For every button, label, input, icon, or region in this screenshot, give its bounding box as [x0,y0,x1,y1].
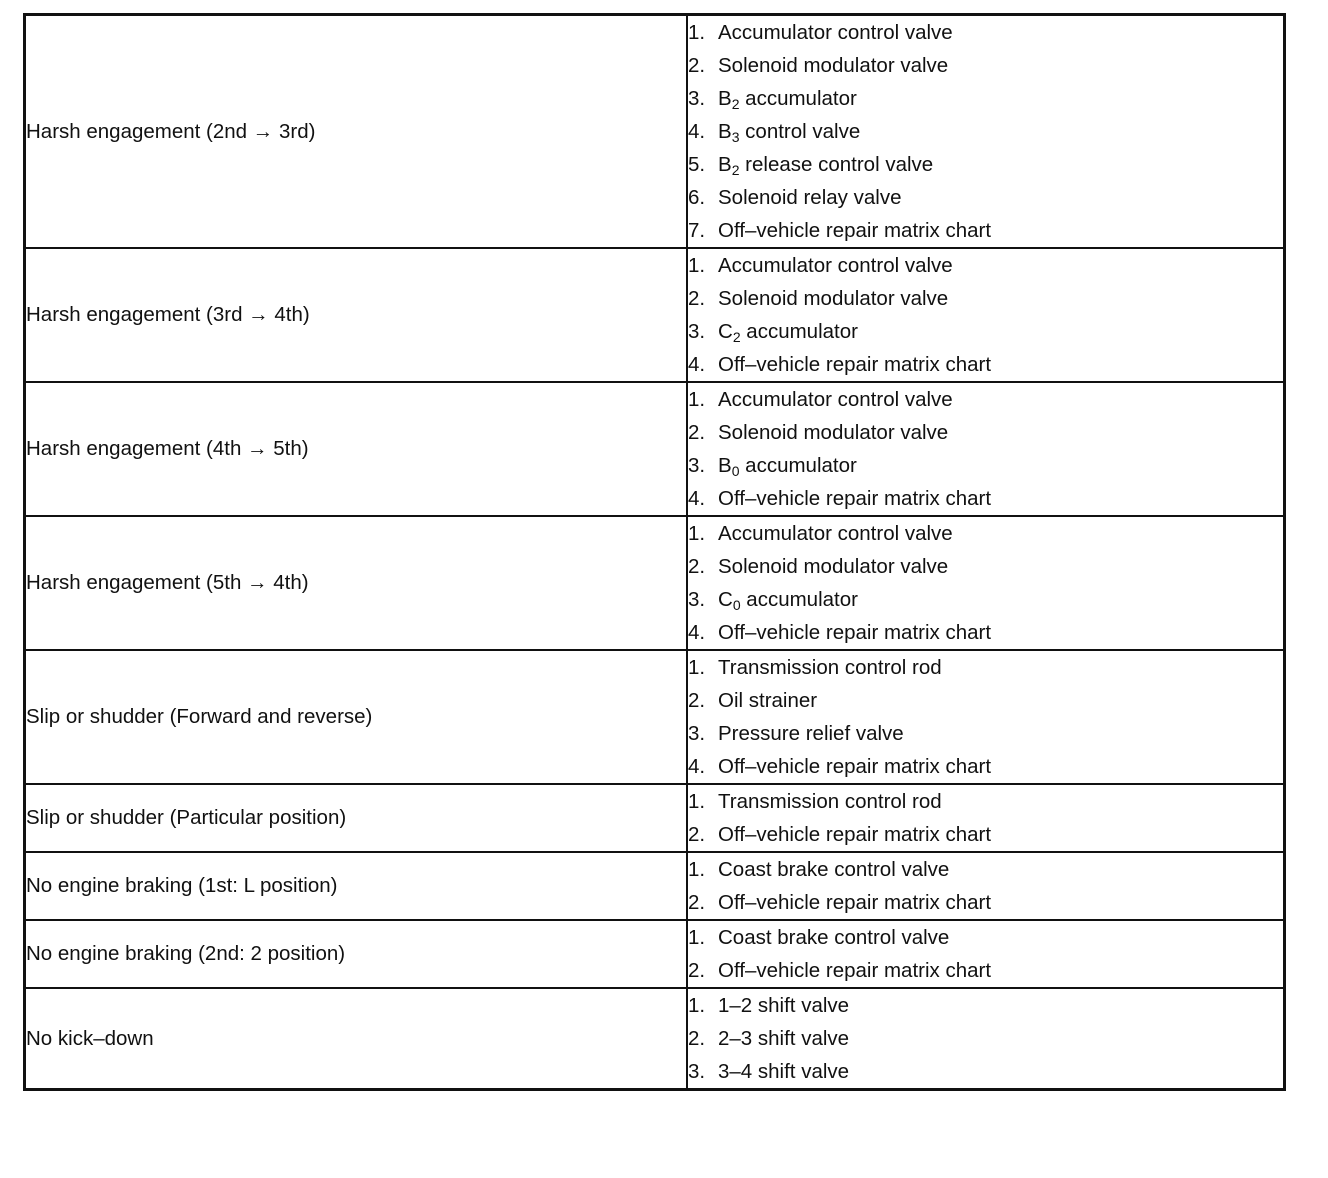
item-number: 2. [688,287,706,310]
list-item [688,921,1283,954]
item-number: 2. [688,823,706,846]
item-subscript: 0 [731,463,740,479]
item-text: Accumulator control valve [718,522,953,545]
list-item [688,853,1283,886]
inspection-list [688,383,1283,515]
table-row [25,988,1285,1090]
item-number: 2. [688,54,706,77]
item-number: 1. [688,926,706,949]
item-text: Accumulator control valve [718,21,953,44]
symptom-cell: No engine braking (1st: L position) [25,852,688,920]
inspection-items-cell [687,784,1285,852]
item-text: Solenoid modulator valve [718,287,949,310]
item-number: 7. [688,219,706,242]
list-item [688,82,1283,115]
item-number: 5. [688,153,706,176]
table-row [25,784,1285,852]
list-item [688,449,1283,482]
item-number: 1. [688,994,706,1017]
list-item [688,954,1283,987]
item-text: B [718,87,732,110]
symptom-cell: Harsh engagement (3rd → 4th) [25,248,688,382]
item-number: 1. [688,254,706,277]
item-number: 2. [688,959,706,982]
item-text-rest: accumulator [739,87,857,110]
item-text: Off–vehicle repair matrix chart [718,755,992,778]
list-item [688,416,1283,449]
inspection-list [688,16,1283,247]
item-number: 4. [688,621,706,644]
item-number: 3. [688,87,706,110]
list-item [688,16,1283,49]
item-text: B [718,454,732,477]
item-text: C [718,588,733,611]
item-subscript: 2 [731,96,740,112]
item-text: 3–4 shift valve [718,1060,850,1083]
symptom-cell: No engine braking (2nd: 2 position) [25,920,688,988]
list-item [688,482,1283,515]
item-text: B [718,120,732,143]
item-number: 1. [688,522,706,545]
item-text-rest: accumulator [739,454,857,477]
item-subscript: 2 [732,329,741,345]
matrix-body [25,15,1285,1090]
item-subscript: 3 [731,129,740,145]
item-number: 2. [688,1027,706,1050]
item-text: 1–2 shift valve [718,994,850,1017]
list-item [688,785,1283,818]
item-text: B [718,153,732,176]
table-row [25,248,1285,382]
item-text: Off–vehicle repair matrix chart [718,823,992,846]
list-item [688,181,1283,214]
item-text: Off–vehicle repair matrix chart [718,959,992,982]
table-row [25,852,1285,920]
inspection-items-cell [687,15,1285,249]
item-number: 3. [688,588,706,611]
inspection-list [688,785,1283,851]
list-item [688,315,1283,348]
item-text: Off–vehicle repair matrix chart [718,219,992,242]
item-text-rest: accumulator [740,588,858,611]
item-text: Off–vehicle repair matrix chart [718,891,992,914]
inspection-list [688,249,1283,381]
item-number: 1. [688,21,706,44]
symptom-cell: Harsh engagement (4th → 5th) [25,382,688,516]
list-item [688,651,1283,684]
list-item [688,517,1283,550]
item-number: 1. [688,388,706,411]
item-text: Accumulator control valve [718,388,953,411]
item-text: Solenoid modulator valve [718,54,949,77]
item-text: Pressure relief valve [718,722,904,745]
item-number: 4. [688,487,706,510]
item-text: Transmission control rod [718,656,942,679]
item-number: 3. [688,320,706,343]
inspection-items-cell [687,248,1285,382]
list-item [688,717,1283,750]
inspection-list [688,921,1283,987]
repair-matrix-table [23,13,1286,1091]
list-item [688,282,1283,315]
symptom-cell: Slip or shudder (Particular position) [25,784,688,852]
item-number: 3. [688,722,706,745]
list-item [688,148,1283,181]
table-row [25,382,1285,516]
item-text: Off–vehicle repair matrix chart [718,621,992,644]
item-number: 2. [688,421,706,444]
item-number: 4. [688,755,706,778]
item-text: Solenoid modulator valve [718,555,949,578]
inspection-list [688,651,1283,783]
item-number: 1. [688,656,706,679]
list-item [688,249,1283,282]
inspection-list [688,989,1283,1088]
item-text-rest: accumulator [740,320,858,343]
table-row [25,516,1285,650]
item-text: 2–3 shift valve [718,1027,850,1050]
inspection-items-cell [687,650,1285,784]
item-number: 4. [688,120,706,143]
item-text-rest: control valve [739,120,861,143]
list-item [688,886,1283,919]
list-item [688,616,1283,649]
inspection-items-cell [687,920,1285,988]
item-text: Transmission control rod [718,790,942,813]
item-number: 3. [688,1060,706,1083]
list-item [688,550,1283,583]
item-text: Off–vehicle repair matrix chart [718,353,992,376]
item-text: Oil strainer [718,689,818,712]
list-item [688,383,1283,416]
item-text: Accumulator control valve [718,254,953,277]
inspection-list [688,517,1283,649]
item-text: Coast brake control valve [718,926,950,949]
item-number: 2. [688,891,706,914]
list-item [688,989,1283,1022]
list-item [688,583,1283,616]
item-number: 3. [688,454,706,477]
symptom-cell: Harsh engagement (2nd → 3rd) [25,15,688,249]
item-text-rest: release control valve [739,153,934,176]
symptom-cell: Slip or shudder (Forward and reverse) [25,650,688,784]
list-item [688,684,1283,717]
list-item [688,818,1283,851]
item-text: Solenoid modulator valve [718,421,949,444]
inspection-items-cell [687,852,1285,920]
item-text: Off–vehicle repair matrix chart [718,487,992,510]
list-item [688,214,1283,247]
list-item [688,750,1283,783]
item-subscript: 0 [732,597,741,613]
item-number: 2. [688,555,706,578]
item-number: 1. [688,858,706,881]
table-row [25,920,1285,988]
list-item [688,1055,1283,1088]
item-number: 4. [688,353,706,376]
item-text: C [718,320,733,343]
table-row [25,15,1285,249]
inspection-items-cell [687,516,1285,650]
inspection-list [688,853,1283,919]
inspection-items-cell [687,382,1285,516]
item-text: Coast brake control valve [718,858,950,881]
list-item [688,1022,1283,1055]
symptom-cell: No kick–down [25,988,688,1090]
item-number: 2. [688,689,706,712]
item-text: Solenoid relay valve [718,186,902,209]
item-number: 1. [688,790,706,813]
inspection-items-cell [687,988,1285,1090]
table-row [25,650,1285,784]
symptom-cell: Harsh engagement (5th → 4th) [25,516,688,650]
list-item [688,49,1283,82]
list-item [688,115,1283,148]
list-item [688,348,1283,381]
item-subscript: 2 [731,162,740,178]
item-number: 6. [688,186,706,209]
